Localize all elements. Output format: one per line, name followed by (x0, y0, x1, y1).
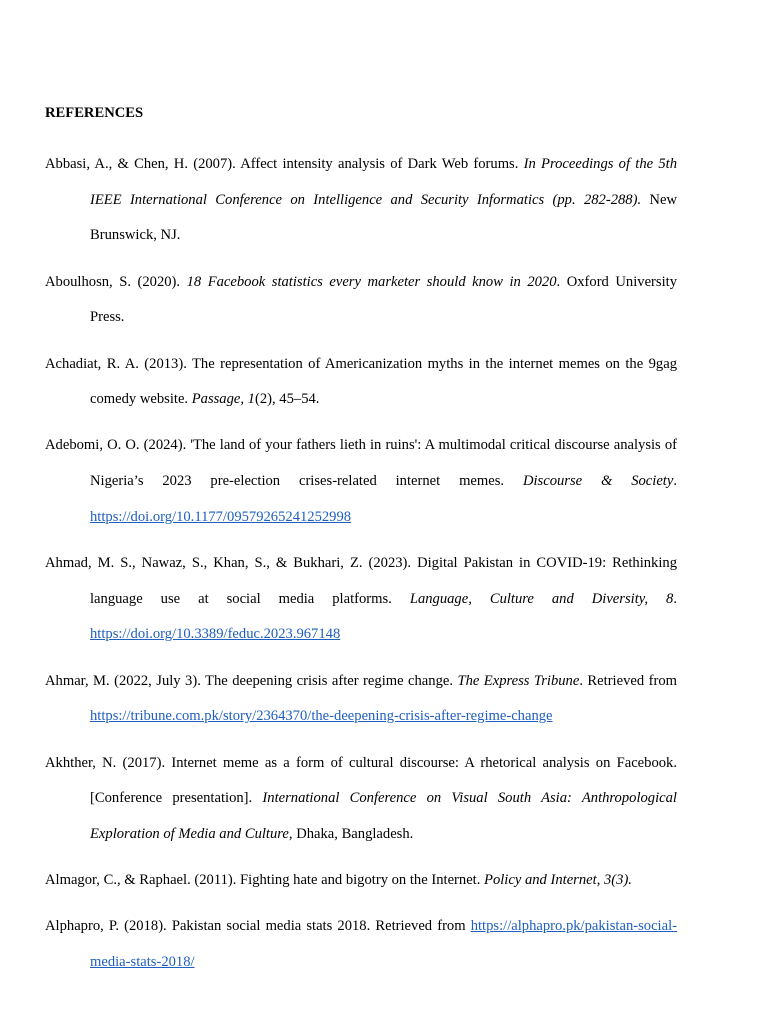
reference-source: In Proceedings of the 5th IEEE International Conference on Intelligence and Security Informatics (pp. 282-288). (90, 156, 677, 208)
reference-source: 18 Facebook statistics every marketer should know in 2020 (186, 273, 557, 290)
reference-text: Aboulhosn, S. (2020). (45, 273, 187, 290)
reference-text-tail: , Dhaka, Bangladesh. (288, 825, 414, 842)
reference-text-tail: . Retrieved from (579, 672, 677, 689)
reference-text: Alphapro, P. (2018). Pakistan social media stats 2018. Retrieved from (45, 918, 471, 935)
reference-entry (45, 746, 677, 853)
reference-text: Almagor, C., & Raphael. (2011). Fighting hate and bigotry on the Internet. (45, 872, 485, 889)
reference-entry (45, 265, 677, 336)
reference-text: Adebomi, O. O. (2024). 'The land of your fathers lieth in ruins': A multimodal critical discourse analysis of Nigeria’s 2023 pre-election crises-related internet memes. (45, 437, 677, 490)
reference-source: Policy and Internet, 3(3). (484, 872, 632, 889)
reference-entry (45, 147, 677, 254)
reference-entry (45, 428, 677, 535)
reference-text-tail: . (673, 473, 677, 490)
reference-text-tail: (2), 45–54. (254, 391, 320, 408)
reference-source: Discourse & Society (522, 473, 674, 490)
reference-doi-link[interactable]: https://doi.org/10.1177/09579265241252998 (90, 508, 352, 525)
reference-text-tail: . (673, 590, 678, 607)
reference-entry (45, 347, 677, 418)
reference-source: Language, Culture and Diversity, 8 (409, 590, 674, 607)
reference-source: The Express Tribune (457, 672, 580, 689)
reference-url-link[interactable]: https://tribune.com.pk/story/2364370/the-deepening-crisis-after-regime-change (90, 708, 553, 725)
references-heading: REFERENCES (45, 105, 144, 121)
reference-text: Ahmad, M. S., Nawaz, S., Khan, S., & Bukhari, Z. (2023). Digital Pakistan in COVID-19: Rethinking language use at social media platforms. (45, 555, 677, 607)
reference-list (45, 147, 677, 991)
reference-text: Abbasi, A., & Chen, H. (2007). Affect intensity analysis of Dark Web forums. (45, 156, 524, 172)
reference-entry (45, 664, 677, 735)
reference-entry (45, 546, 677, 653)
reference-text-tail: . Oxford University Press. (90, 273, 677, 326)
reference-source: Passage, 1 (191, 391, 255, 408)
reference-entry (45, 863, 677, 899)
reference-entry (45, 909, 677, 980)
reference-text: Achadiat, R. A. (2013). The representation of Americanization myths in the internet memes on the 9gag comedy website. (45, 355, 677, 408)
reference-text: Akhther, N. (2017). Internet meme as a form of cultural discourse: A rhetorical analysis on Facebook. [Conference presentation]. (45, 754, 677, 807)
reference-doi-link[interactable]: https://doi.org/10.3389/feduc.2023.967148 (90, 626, 341, 643)
reference-text: Ahmar, M. (2022, July 3). The deepening crisis after regime change. (45, 672, 458, 689)
reference-text-tail: New Brunswick, NJ. (90, 191, 677, 244)
reference-source: International Conference on Visual South Asia: Anthropological Exploration of Media and Culture (90, 790, 677, 842)
reference-url-link[interactable]: https://alphapro.pk/pakistan-social-media-stats-2018/ (90, 918, 677, 971)
